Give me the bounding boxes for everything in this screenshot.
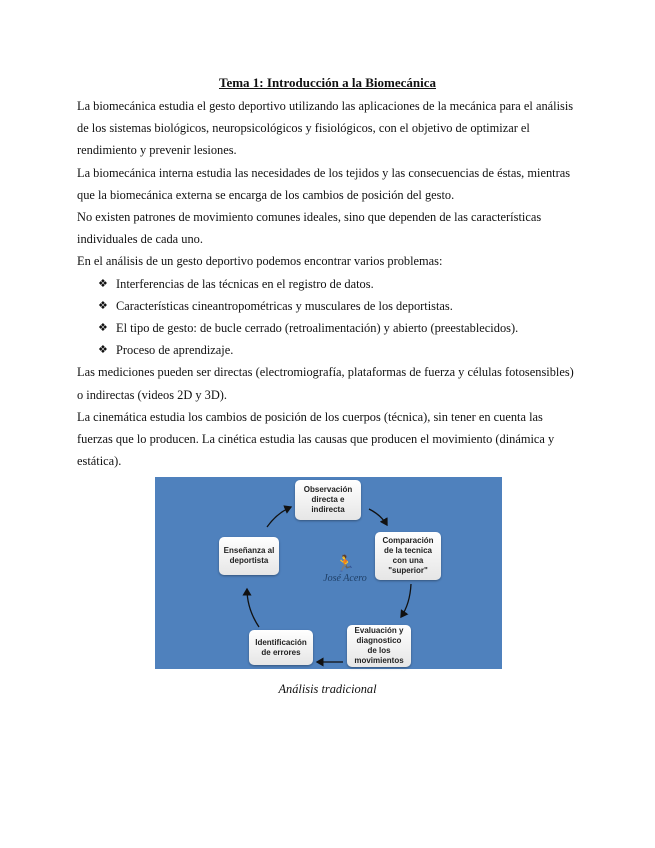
logo bbox=[315, 557, 375, 597]
document-body bbox=[77, 95, 579, 472]
diamond-bullet-icon: ❖ bbox=[98, 344, 108, 357]
paragraph: La biomecánica estudia el gesto deportivo utilizando las aplicaciones de la mecánica para el análisis de los sistemas biológicos, neuropsicológicos y fisiológicos, con el objetivo de optimizar el rendimiento y prevenir lesiones. bbox=[77, 99, 574, 158]
paragraph: La biomecánica interna estudia las necesidades de los tejidos y las consecuencias de éstas, mientras que la biomecánica externa se encarga de los cambios de posición del gesto. bbox=[77, 165, 571, 202]
cycle-node-observacion: Observación directa e indirecta bbox=[295, 480, 361, 520]
cycle-node-identificacion: Identificación de errores bbox=[249, 630, 313, 665]
analysis-cycle-diagram bbox=[155, 477, 502, 669]
diamond-bullet-icon: ❖ bbox=[98, 299, 108, 312]
list-item-text: Características cineantropométricas y musculares de los deportistas. bbox=[116, 298, 453, 313]
list-item bbox=[98, 273, 579, 295]
cycle-arrow bbox=[401, 584, 411, 617]
cycle-node-ensenanza: Enseñanza al deportista bbox=[219, 537, 279, 575]
figure-caption: Análisis tradicional bbox=[278, 682, 377, 696]
cycle-arrow bbox=[267, 507, 291, 527]
paragraph: En el análisis de un gesto deportivo podemos encontrar varios problemas: bbox=[77, 254, 443, 269]
diamond-bullet-icon: ❖ bbox=[98, 322, 108, 335]
diamond-bullet-icon: ❖ bbox=[98, 277, 108, 290]
paragraph: No existen patrones de movimiento comunes ideales, sino que dependen de las características individuales de cada uno. bbox=[77, 210, 542, 247]
cycle-arrow bbox=[369, 509, 387, 525]
cycle-node-comparacion: Comparación de la tecnica con una "superior" bbox=[375, 532, 441, 580]
problem-list bbox=[77, 273, 579, 362]
paragraph: Las mediciones pueden ser directas (electromiografía, plataformas de fuerza y células fotosensibles) o indirectas (videos 2D y 3D). bbox=[77, 365, 574, 402]
list-item bbox=[98, 339, 579, 361]
list-item bbox=[98, 295, 579, 317]
list-item-text: Proceso de aprendizaje. bbox=[116, 343, 234, 358]
runner-icon: 🏃 bbox=[335, 556, 355, 573]
list-item-text: Interferencias de las técnicas en el registro de datos. bbox=[116, 276, 374, 291]
cycle-node-evaluacion: Evaluación y diagnostico de los movimientos bbox=[347, 625, 411, 667]
logo-text: José Acero bbox=[323, 573, 367, 584]
cycle-arrow bbox=[247, 589, 259, 627]
list-item-text: El tipo de gesto: de bucle cerrado (retroalimentación) y abierto (preestablecidos). bbox=[116, 321, 519, 336]
document-title: Tema 1: Introducción a la Biomecánica bbox=[218, 75, 437, 90]
paragraph: La cinemática estudia los cambios de posición de los cuerpos (técnica), sin tener en cuenta las fuerzas que lo producen. La cinética estudia las causas que producen el movimiento (dinámica y estática). bbox=[77, 409, 555, 469]
list-item bbox=[98, 317, 579, 339]
